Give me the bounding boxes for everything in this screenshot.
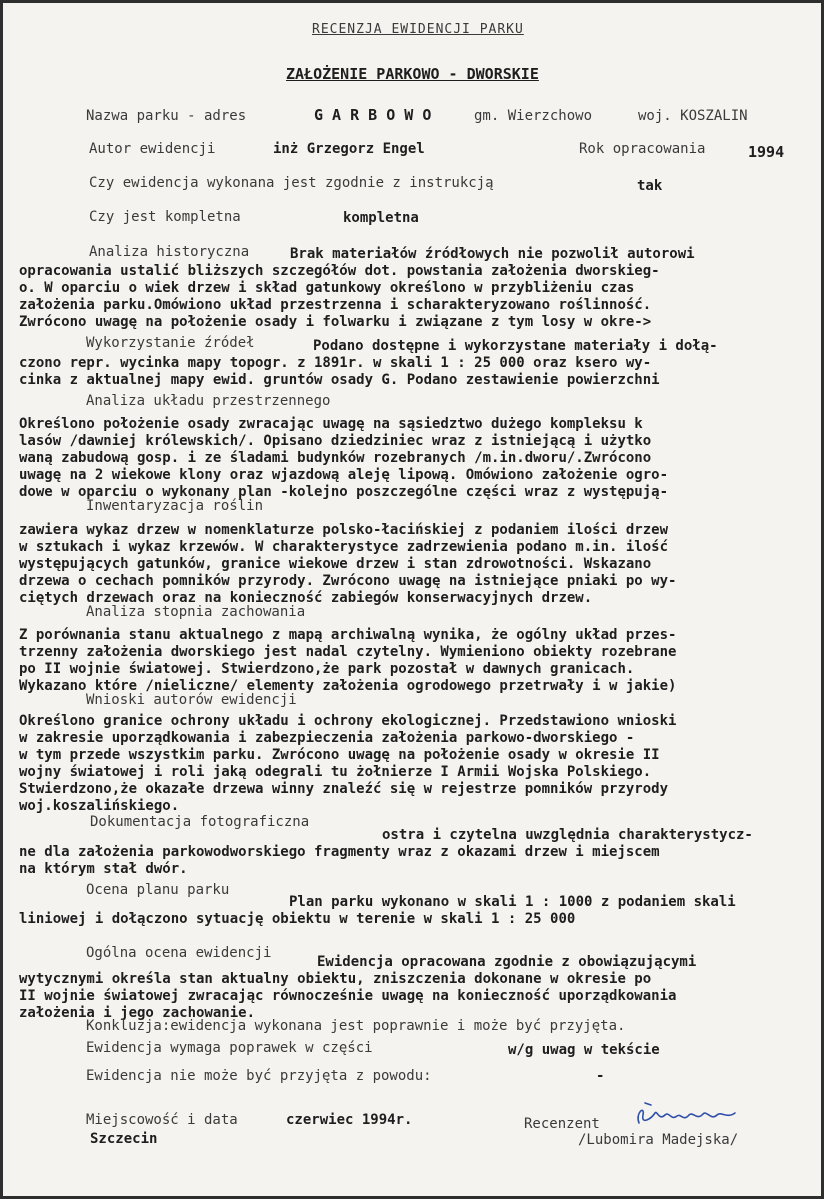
conclusions-line: woj.koszalińskiego. (19, 798, 180, 814)
historical-line: o. W oparciu o wiek drzew i skład gatunkowy określono w przybliżeniu czas (19, 280, 635, 296)
historical-label: Analiza historyczna (89, 244, 250, 260)
place-value: Szczecin (90, 1131, 158, 1147)
photo-line: na którym stał dwór. (19, 861, 188, 877)
conclusions-line: Określono granice ochrony układu i ochrony ekologicznej. Przedstawiono wnioski (19, 713, 677, 729)
conclusion-line: Konkluzja:ewidencja wykonana jest poprawnie i może być przyjęta. (86, 1018, 626, 1034)
historical-line: opracowania ustalić bliższych szczegółów dot. powstania założenia dworskieg- (19, 263, 660, 279)
photo-line: ne dla założenia parkowodworskiego fragmenty wraz z okazami drzew i miejscem (19, 844, 660, 860)
historical-line: założenia parku.Omówiono układ przestrzenna i scharakteryzowano roślinność. (19, 297, 652, 313)
inventory-label: Inwentaryzacja roślin (86, 498, 264, 514)
plan-label: Ocena planu parku (86, 882, 230, 898)
signature-icon (631, 1101, 761, 1129)
historical-line: Zwrócono uwagę na położenie osady i folwarku i związane z tym losy w okre-> (19, 314, 652, 330)
preservation-line: po II wojnie światowej. Stwierdzono,że park pozostał w dawnych granicach. (19, 661, 635, 677)
conclusions-line: w zakresie uporządkowania i zabezpieczenia założenia parkowo-dworskiego - (19, 730, 635, 746)
historical-first-line: Brak materiałów źródłowych nie pozwolił autorowi (290, 246, 695, 262)
document-subtitle: ZAŁOŻENIE PARKOWO - DWORSKIE (286, 65, 539, 83)
sources-line: cinka z aktualnej mapy ewid. gruntów osady G. Podano zestawienie powierzchni (19, 372, 660, 388)
overall-line: założenia i jego zachowanie. (19, 1005, 256, 1021)
overall-line: wytycznymi określa stan aktualny obiektu, zniszczenia dokonane w okresie po (19, 971, 652, 987)
complete-label: Czy jest kompletna (89, 209, 241, 225)
conclusions-line: w tym przede wszystkim parku. Zwrócono uwagę na położenie osady w okresie II (19, 747, 660, 763)
sources-first-line: Podano dostępne i wykorzystane materiały i dołą- (313, 338, 718, 354)
spatial-line: dowe w oparciu o wykonany plan -kolejno poszczególne części wraz z występują- (19, 484, 669, 500)
gmina-value: gm. Wierzchowo (474, 108, 593, 124)
sources-label: Wykorzystanie źródeł (86, 335, 255, 351)
photo-label: Dokumentacja fotograficzna (90, 814, 310, 830)
document-title: RECENZJA EWIDENCJI PARKU (312, 22, 524, 37)
park-name-label: Nazwa parku - adres (86, 108, 247, 124)
conclusions-line: wojny światowej i roli jaką odegrali tu żołnierze I Armii Wojska Polskiego. (19, 764, 652, 780)
preservation-line: trzenny założenia dworskiego jest nadal czytelny. Wymieniono obiekty rozebrane (19, 644, 677, 660)
photo-first-line: ostra i czytelna uwzględnia charakterystycz- (382, 827, 753, 843)
spatial-line: waną zabudową gosp. i ze śladami budynków rozebranych /m.in.dworu/.Zwrócono (19, 450, 652, 466)
plan-line: liniowej i dołączono sytuację obiektu w terenie w skali 1 : 25 000 (19, 911, 576, 927)
rejection-value: - (596, 1068, 605, 1084)
conclusions-line: Stwierdzono,że okazałe drzewa winny znaleźć się w rejestrze pomników przyrody (19, 781, 669, 797)
instruction-label: Czy ewidencja wykonana jest zgodnie z instrukcją (89, 175, 494, 191)
spatial-line: Określono położenie osady zwracając uwagę na sąsiedztwo dużego kompleksu k (19, 416, 643, 432)
overall-label: Ogólna ocena ewidencji (86, 945, 272, 961)
park-name-value: G A R B O W O (314, 106, 432, 124)
preservation-line: Wykazano które /nieliczne/ elementy założenia ogrodowego przetrwały i w jakie) (19, 678, 677, 694)
overall-line: II wojnie światowej zwracając równocześnie uwagę na konieczność uporządkowania (19, 988, 677, 1004)
voivodeship-value: woj. KOSZALIN (638, 108, 748, 124)
preservation-label: Analiza stopnia zachowania (86, 604, 306, 620)
inventory-line: zawiera wykaz drzew w nomenklaturze polsko-łacińskiej z podaniem ilości drzew (19, 522, 669, 538)
instruction-value: tak (637, 178, 663, 194)
inventory-line: w sztukach i wykaz krzewów. W charakterystyce zadrzewienia podano m.in. ilość (19, 539, 669, 555)
corrections-label: Ewidencja wymaga poprawek w części (86, 1040, 373, 1056)
conclusions-label: Wnioski autorów ewidencji (86, 692, 297, 708)
corrections-value: w/g uwag w tekście (508, 1042, 660, 1058)
place-date-label: Miejscowość i data (86, 1112, 238, 1128)
preservation-line: Z porównania stanu aktualnego z mapą archiwalną wynika, że ogólny układ przes- (19, 627, 677, 643)
sources-line: czono repr. wycinka mapy topogr. z 1891r. w skali 1 : 25 000 oraz ksero wy- (19, 355, 652, 371)
spatial-label: Analiza układu przestrzennego (86, 393, 331, 409)
date-value: czerwiec 1994r. (286, 1112, 413, 1128)
reviewer-name: /Lubomira Madejska/ (578, 1132, 739, 1148)
plan-first-line: Plan parku wykonano w skali 1 : 1000 z podaniem skali (289, 894, 736, 910)
spatial-line: uwagę na 2 wiekowe klony oraz wjazdową aleję lipową. Omówiono założenie ogro- (19, 467, 669, 483)
year-value: 1994 (748, 143, 785, 161)
document-page (3, 3, 821, 1196)
overall-first-line: Ewidencja opracowana zgodnie z obowiązującymi (317, 954, 697, 970)
author-value: inż Grzegorz Engel (273, 141, 425, 157)
inventory-line: występujących gatunków, granice wiekowe drzew i stan zdrowotności. Wskazano (19, 556, 652, 572)
year-label: Rok opracowania (579, 141, 706, 157)
spatial-line: lasów /dawniej królewskich/. Opisano dziedziniec wraz z istniejącą i użytko (19, 433, 652, 449)
reviewer-label: Recenzent (524, 1116, 600, 1132)
rejection-label: Ewidencja nie może być przyjęta z powodu: (86, 1068, 432, 1084)
complete-value: kompletna (343, 210, 419, 226)
inventory-line: ciętych drzewach oraz na konieczność zabiegów konserwacyjnych drzew. (19, 590, 593, 606)
inventory-line: drzewa o cechach pomników przyrody. Zwrócono uwagę na istniejące pniaki po wy- (19, 573, 677, 589)
author-label: Autor ewidencji (89, 141, 216, 157)
